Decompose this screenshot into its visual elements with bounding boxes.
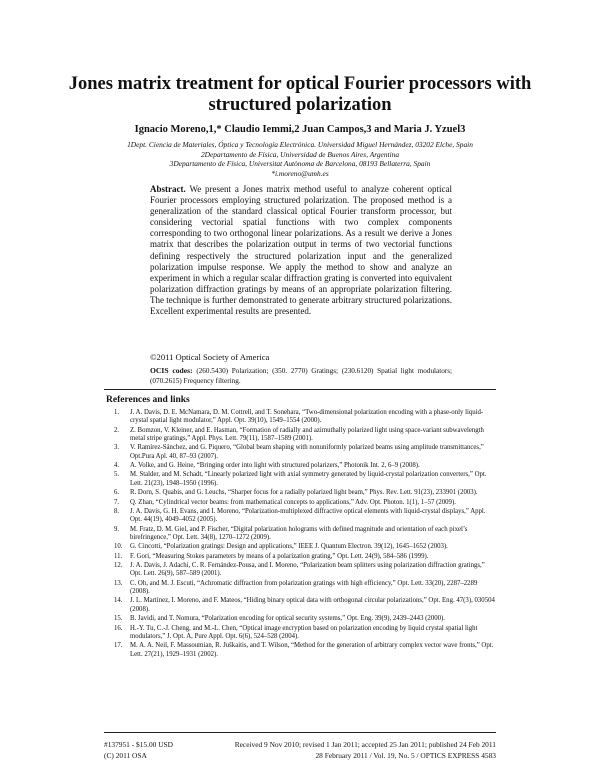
reference-item xyxy=(106,625,498,642)
reference-item xyxy=(106,427,498,444)
reference-text: J. L. Martínez, I. Moreno, and F. Mateos, “Hiding binary optical data with orthogonal circular polarizations,” Opt. Eng. 47(3), 030504 (2008). xyxy=(130,597,495,613)
reference-text: B. Javidi, and T. Nomura, “Polarization encoding for optical security systems,” Opt. Eng. 39(9), 2439–2443 (2000). xyxy=(130,615,445,623)
reference-item xyxy=(106,580,498,597)
reference-number: 6. xyxy=(114,489,120,497)
reference-text: F. Gori, “Measuring Stokes parameters by means of a polarization grating,” Opt. Lett. 24(9), 584–586 (1999). xyxy=(130,552,429,560)
reference-item xyxy=(106,615,498,623)
reference-number: 10. xyxy=(114,543,123,551)
reference-number: 7. xyxy=(114,498,120,506)
copyright-notice: ©2011 Optical Society of America xyxy=(150,352,270,362)
reference-number: 17. xyxy=(114,642,123,650)
paper-title: Jones matrix treatment for optical Fourier processors with structured polarization xyxy=(68,74,532,115)
reference-text: J. A. Davis, J. Adachi, C. R. Fernández-Pousa, and I. Moreno, “Polarization beam splitters using polarization diffraction gratings,” Opt. Lett. 26(9), 587–589 (2001). xyxy=(130,562,485,578)
journal-citation: 28 February 2011 / Vol. 19, No. 5 / OPTICS EXPRESS 4583 xyxy=(315,751,496,760)
references-list xyxy=(106,409,498,660)
article-id: #137951 - $15.00 USD xyxy=(104,740,173,749)
ocis-codes xyxy=(150,366,452,386)
reference-text: Q. Zhan, “Cylindrical vector beams: from mathematical concepts to applications,” Adv. Opt. Photon. 1(1), 1–57 (2009). xyxy=(130,498,456,506)
reference-item xyxy=(106,562,498,579)
reference-number: 12. xyxy=(114,562,123,570)
reference-text: Z. Bomzon, V. Kleiner, and E. Hasman, “Formation of radially and azimuthally polarized light using space-variant subwavelength metal stripe gratings,” Appl. Phys. Lett. 79(11), 1587–1589 (2001). xyxy=(130,426,484,442)
reference-item xyxy=(106,508,498,525)
affiliation-2: 2Departamento de Física, Universidad de Buenos Aires, Argentina xyxy=(200,149,400,159)
reference-number: 9. xyxy=(114,525,120,533)
reference-text: H.-Y. Tu, C.-J. Cheng, and M.-L. Chen, “Optical image encryption based on polarization encoding by liquid crystal spatial light modulators,” J. Opt. A, Pure Appl. Opt. 6(6), 524–528 (2004). xyxy=(130,624,478,640)
reference-text: A. Volke, and G. Heine, “Bringing order into light with structured polarizers,” Photonik Int. 2, 6–9 (2008). xyxy=(130,462,420,470)
reference-text: M. Stalder, and M. Schadt, “Linearly polarized light with axial symmetry generated by liquid-crystal polarization converters,” Opt. Lett. 21(23), 1948–1950 (1996). xyxy=(130,471,487,487)
reference-number: 8. xyxy=(114,507,120,515)
reference-item xyxy=(106,471,498,488)
ocis-label: OCIS codes: xyxy=(150,366,193,375)
reference-item xyxy=(106,499,498,507)
reference-text: J. A. Davis, G. H. Evans, and I. Moreno, “Polarization-multiplexed diffractive optical elements with liquid-crystal displays,” Appl. Opt. 44(19), 4049–4052 (2005). xyxy=(130,507,486,524)
divider-top xyxy=(104,389,496,390)
reference-text: M. A. A. Neil, F. Massoumian, R. Juškaitis, and T. Wilson, “Method for the generation of arbitrary complex vector wave fronts,” Opt. Lett. 27(21), 1929–1931 (2002). xyxy=(130,642,494,658)
reference-number: 15. xyxy=(114,615,123,623)
reference-text: J. A. Davis, D. E. McNamara, D. M. Cottrell, and T. Sonehara, “Two-dimensional polarization encoding with a phase-only liquid-crystal spatial light modulator,” Appl. Opt. 39(10), 1549–1554 (2000). xyxy=(130,409,484,425)
reference-text: C. Oh, and M. J. Escuti, “Achromatic diffraction from polarization gratings with high efficiency,” Opt. Lett. 33(20), 2287–2289 (2008). xyxy=(130,579,478,596)
received-dates: Received 9 Nov 2010; revised 1 Jan 2011; accepted 25 Jan 2011; published 24 Feb 2011 xyxy=(234,740,496,749)
reference-item xyxy=(106,462,498,470)
reference-item xyxy=(106,409,498,426)
reference-text: M. Fratz, D. M. Giel, and P. Fischer, “Digital polarization holograms with defined magnitude and orientation of each pixel’s birefringence,” Opt. Lett. 34(8), 1270–1272 (2009). xyxy=(130,525,468,541)
reference-text: R. Dorn, S. Quabis, and G. Leuchs, “Sharper focus for a radially polarized light beam,” Phys. Rev. Lett. 91(23), 233901 (2003). xyxy=(130,489,478,497)
reference-item xyxy=(106,543,498,551)
reference-number: 5. xyxy=(114,471,120,479)
reference-number: 4. xyxy=(114,462,120,470)
reference-text: G. Cincotti, “Polarization gratings: Design and applications,” IEEE J. Quantum Electron. 39(12), 1645–1652 (2003). xyxy=(130,543,448,551)
reference-number: 16. xyxy=(114,624,123,632)
abstract-label: Abstract. xyxy=(150,184,186,194)
reference-number: 3. xyxy=(114,444,120,452)
ocis-text: (260.5430) Polarization; (350. 2770) Gratings; (230.6120) Spatial light modulators; (070.2615) Frequency filtering. xyxy=(150,367,452,385)
affiliation-1: 1Dept. Ciencia de Materiales, Óptica y Tecnología Electrónica. Universidad Miguel Hernández, 03202 Elche, Spain xyxy=(127,140,473,149)
reference-item xyxy=(106,444,498,461)
osa-copyright: (C) 2011 OSA xyxy=(104,751,147,760)
reference-number: 14. xyxy=(114,597,123,605)
reference-text: V. Ramírez-Sánchez, and G. Piquero, “Global beam shaping with nonuniformly polarized beams using amplitude transmittances,” Opt.Pura Apl. 40, 87–93 (2007). xyxy=(130,444,484,460)
corresponding-email[interactable]: *i.moreno@umh.es xyxy=(271,168,329,178)
author-list: Ignacio Moreno,1,* Claudio Iemmi,2 Juan Campos,3 and Maria J. Yzuel3 xyxy=(134,124,466,135)
reference-number: 1. xyxy=(114,409,120,416)
references-heading: References and links xyxy=(106,395,190,405)
divider-bottom xyxy=(104,732,496,733)
reference-item xyxy=(106,489,498,497)
abstract xyxy=(150,184,452,317)
reference-item xyxy=(106,642,498,659)
reference-item xyxy=(106,597,498,614)
reference-item xyxy=(106,526,498,543)
affiliation-3: 3Departamento de Física, Universitat Autònoma de Barcelona, 08193 Bellaterra, Spain xyxy=(169,159,431,168)
reference-number: 2. xyxy=(114,426,120,434)
reference-number: 11. xyxy=(114,552,123,560)
reference-item xyxy=(106,553,498,561)
abstract-text: We present a Jones matrix method useful to analyze coherent optical Fourier processors employing structured polarization. The proposed method is a generalization of the standard classical optical Fourier transform processor, but considering vectorial spatial functions with two complex components corresponding to two orthogonal linear polarizations. As a result we derive a Jones matrix that describes the polarization output in terms of two vectorial functions defining respectively the structured polarization input and the generalized polarization impulse response. We apply the method to show and analyze an experiment in which a regular scalar diffraction grating is converted into equivalent polarization diffraction gratings by means of an appropriate polarization filtering. The technique is further demonstrated to generate arbitrary structured polarizations. Excellent experimental results are presented. xyxy=(150,184,453,317)
reference-number: 13. xyxy=(114,579,123,587)
